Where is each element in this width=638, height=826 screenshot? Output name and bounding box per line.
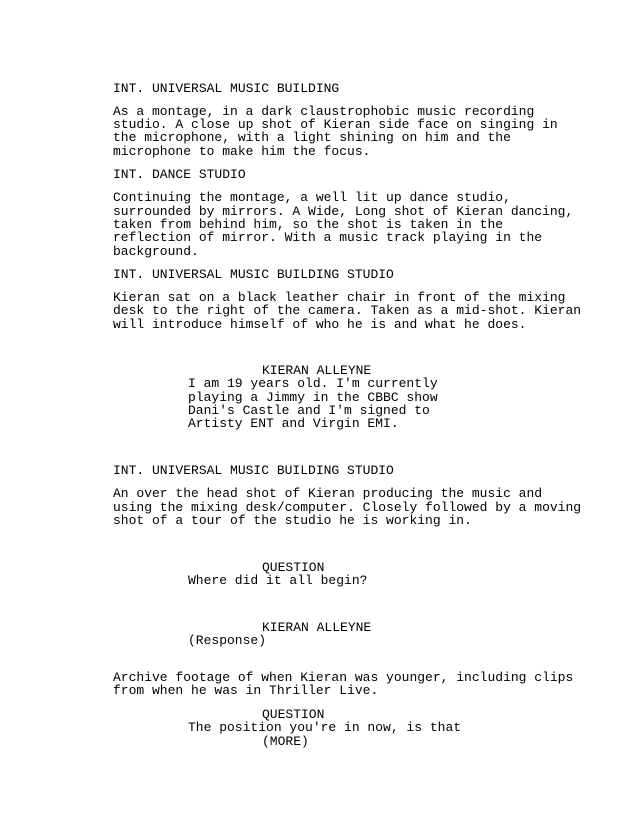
dialogue-line: Where did it all begin? [188, 573, 368, 588]
character-name: KIERAN ALLEYNE [262, 363, 372, 378]
character-name: QUESTION [262, 560, 325, 575]
dialogue-line: playing a Jimmy in the CBBC show [188, 390, 438, 405]
action-line: will introduce himself of who he is and what he does. [113, 317, 527, 332]
scene-heading: INT. UNIVERSAL MUSIC BUILDING STUDIO [113, 463, 394, 478]
character-name: QUESTION [262, 707, 325, 722]
dialogue-line: Dani's Castle and I'm signed to [188, 403, 430, 418]
action-line: Archive footage of when Kieran was younger, including clips [113, 670, 574, 685]
action-line: An over the head shot of Kieran producing the music and [113, 486, 543, 501]
action-line: Continuing the montage, a well lit up dance studio, [113, 190, 511, 205]
action-line: studio. A close up shot of Kieran side face on singing in [113, 117, 558, 132]
action-line: taken from behind him, so the shot is taken in the [113, 217, 504, 232]
action-line: Kieran sat on a black leather chair in front of the mixing [113, 290, 566, 305]
action-line: shot of a tour of the studio he is working in. [113, 513, 472, 528]
dialogue-line: Artisty ENT and Virgin EMI. [188, 416, 399, 431]
dialogue-line: The position you're in now, is that [188, 720, 462, 735]
action-line: desk to the right of the camera. Taken as a mid-shot. Kieran [113, 303, 582, 318]
scene-heading: INT. DANCE STUDIO [113, 167, 246, 182]
action-line: background. [113, 244, 199, 259]
dialogue-line: I am 19 years old. I'm currently [188, 376, 438, 391]
action-line: from when he was in Thriller Live. [113, 683, 379, 698]
scene-heading: INT. UNIVERSAL MUSIC BUILDING STUDIO [113, 267, 394, 282]
parenthetical: (Response) [188, 633, 267, 648]
more-marker: (MORE) [262, 734, 309, 749]
action-line: the microphone, with a light shining on him and the [113, 130, 511, 145]
character-name: KIERAN ALLEYNE [262, 620, 372, 635]
scene-heading: INT. UNIVERSAL MUSIC BUILDING [113, 81, 340, 96]
action-line: microphone to make him the focus. [113, 144, 371, 159]
action-line: using the mixing desk/computer. Closely followed by a moving [113, 500, 582, 515]
action-line: reflection of mirror. With a music track playing in the [113, 230, 543, 245]
action-line: surrounded by mirrors. A Wide, Long shot of Kieran dancing, [113, 204, 574, 219]
action-line: As a montage, in a dark claustrophobic music recording [113, 104, 535, 119]
